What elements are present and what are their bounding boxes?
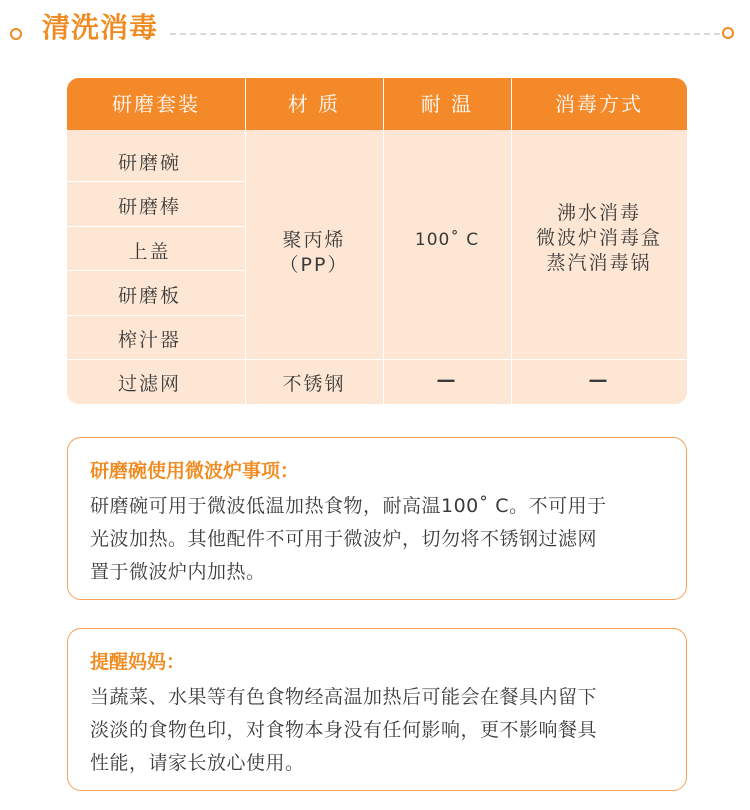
circle-end-icon (722, 27, 734, 39)
row-divider (67, 181, 245, 182)
disinfection-method: 沸水消毒 (556, 202, 641, 224)
cleaning-table (67, 78, 687, 404)
table-cell-disinfection (511, 201, 687, 276)
reminder-box (67, 628, 687, 791)
disinfection-method: 蒸汽消毒锅 (546, 252, 652, 274)
material-code: （PP） (279, 254, 349, 276)
microwave-note-line: 光波加热。其他配件不可用于微波炉，切勿将不锈钢过滤网 (90, 528, 598, 550)
row-divider (67, 270, 245, 271)
reminder-line: 性能，请家长放心使用。 (90, 752, 305, 774)
table-header-row (67, 78, 687, 130)
material-name: 聚丙烯 (282, 229, 346, 251)
row-divider (67, 359, 687, 360)
table-cell-part: 研磨碗 (117, 152, 181, 174)
table-cell-temperature-dash: — (436, 369, 458, 391)
reminder-line: 淡淡的食物色印，对食物本身没有任何影响，更不影响餐具 (90, 719, 598, 741)
table-cell-part: 研磨棒 (117, 196, 181, 218)
table-cell-part: 研磨板 (117, 285, 181, 307)
table-cell-part: 榨汁器 (117, 329, 181, 351)
table-cell-part: 上盖 (128, 241, 171, 263)
disinfection-method: 微波炉消毒盒 (535, 227, 662, 249)
table-cell-temperature: 100˚ C (414, 230, 480, 250)
microwave-note-line: 研磨碗可用于微波低温加热食物，耐高温100˚ C。不可用于 (90, 495, 607, 517)
column-header-temperature: 耐 温 (420, 92, 474, 116)
column-header-disinfection: 消毒方式 (555, 92, 643, 116)
reminder-line: 当蔬菜、水果等有色食物经高温加热后可能会在餐具内留下 (90, 686, 598, 708)
circle-bullet-icon (10, 28, 22, 40)
table-cell-material (245, 228, 383, 278)
section-title: 清洗消毒 (42, 11, 159, 44)
row-divider (67, 315, 245, 316)
table-cell-material: 不锈钢 (282, 373, 346, 395)
table-cell-part: 过滤网 (117, 373, 181, 395)
row-divider (67, 226, 245, 227)
section-header (0, 0, 750, 60)
table-cell-disinfection-dash: — (588, 369, 610, 391)
column-header-kit: 研磨套装 (112, 92, 200, 116)
reminder-title: 提醒妈妈： (90, 651, 186, 673)
dashed-divider (170, 33, 720, 35)
column-header-material: 材 质 (287, 92, 341, 116)
microwave-note-box (67, 437, 687, 600)
microwave-note-line: 置于微波炉内加热。 (90, 561, 266, 583)
microwave-note-title: 研磨碗使用微波炉事项： (90, 460, 300, 482)
